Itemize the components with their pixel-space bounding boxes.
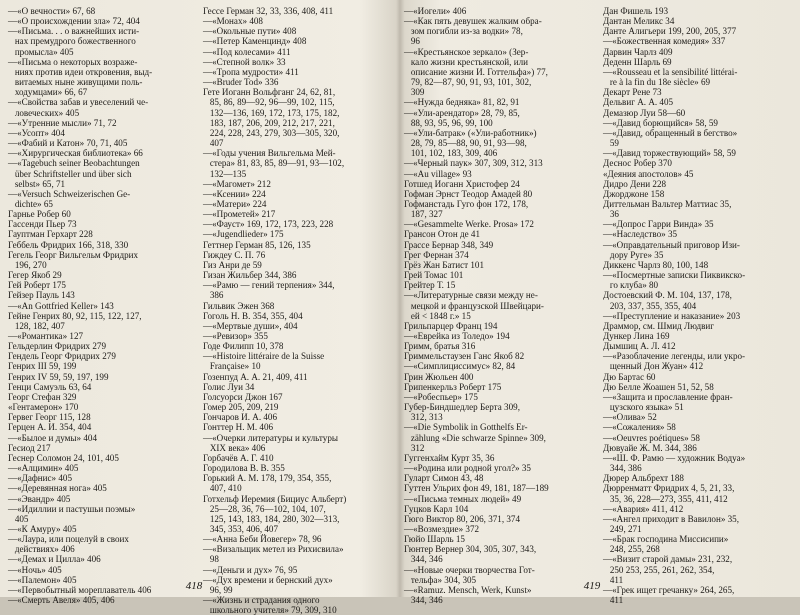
index-entry: зом погибли из-за водки» 78, bbox=[404, 26, 523, 37]
index-entry: Диккенс Чарлз 80, 100, 148 bbox=[603, 259, 709, 270]
index-entry: —«Давид борющийся» 58, 59 bbox=[603, 117, 718, 128]
index-entry: —«Die Symbolik in Gotthelfs Er- bbox=[404, 422, 528, 433]
index-entry: —«Эвандр» 405 bbox=[8, 493, 71, 504]
index-entry: 196, 270 bbox=[8, 259, 47, 270]
index-entry: Гоголь Н. В. 354, 355, 404 bbox=[203, 310, 303, 321]
index-entry: —«Тропа мудрости» 411 bbox=[203, 66, 299, 77]
index-entry: Дюрренматт Фридрих 4, 5, 21, 33, bbox=[603, 483, 735, 494]
index-entry: 35, 36, 228—273, 355, 411, 412 bbox=[603, 493, 728, 504]
index-entry: —«О вечности» 67, 68 bbox=[8, 6, 96, 16]
index-entry: —«Versuch Schweizerischen Ge- bbox=[8, 188, 131, 199]
index-entry: Губер-Биндшедлер Берта 309, bbox=[404, 402, 520, 413]
index-entry: Гримм, братья 316 bbox=[404, 341, 476, 352]
index-entry: щенный Дон Жуан» 412 bbox=[603, 361, 704, 372]
index-entry: —«Очерки литературы и культуры bbox=[203, 432, 338, 443]
index-entry: Джорджоне 158 bbox=[603, 188, 665, 199]
index-entry: —«Преступление и наказание» 203 bbox=[603, 310, 741, 321]
index-entry: Гервег Георг 115, 128 bbox=[8, 412, 91, 423]
index-entry: Геббель Фридрих 166, 318, 330 bbox=[8, 239, 129, 250]
index-entry: —«Ramuz. Mensch, Werk, Kunst» bbox=[404, 584, 532, 595]
index-entry: Дымшиц А. Л. 412 bbox=[603, 341, 676, 352]
index-entry: über Schriftsteller und über sich bbox=[8, 168, 132, 179]
page-number: 418 bbox=[185, 580, 203, 592]
index-entry: —«Под колесами» 411 bbox=[203, 46, 291, 57]
index-entry: —«Au village» 93 bbox=[404, 168, 472, 179]
index-entry: —«Возмездие» 372 bbox=[404, 523, 480, 534]
index-entry: Грей Томас 101 bbox=[404, 270, 464, 281]
index-entry: —«Tagebuch seiner Beobachtungen bbox=[8, 158, 140, 169]
index-entry: Грег Фернан 374 bbox=[404, 249, 469, 260]
index-entry: —«Rousseau et la sensibilité littérai- bbox=[603, 66, 738, 77]
index-entry: описание жизни И. Готтельфа») 77, bbox=[404, 66, 548, 77]
index-entry: zählung «Die schwarze Spinne» 309, bbox=[404, 432, 546, 443]
index-entry: —«Хирургическая библиотека» 66 bbox=[8, 148, 143, 159]
index-entry: Дан Фишель 193 bbox=[603, 6, 669, 16]
index-entry: 344, 346 bbox=[404, 554, 443, 565]
index-entry: —«Анна Беби Йовегер» 78, 96 bbox=[203, 534, 322, 545]
index-entry: —«О происхождении зла» 72, 404 bbox=[8, 16, 140, 27]
index-entry: Гуцков Карл 104 bbox=[404, 503, 469, 514]
index-entry: —«Ангел приходит в Вавилон» 35, bbox=[603, 513, 740, 524]
index-entry: Гельдерлин Фридрих 279 bbox=[8, 341, 107, 352]
index-entry: Гончаров И. А. 406 bbox=[203, 412, 278, 423]
index-entry: 203, 337, 355, 355, 404 bbox=[603, 300, 697, 311]
index-entry: —«Родина или родной угол?» 35 bbox=[404, 463, 531, 474]
index-entry: —«Идиллии и пастушьи поэмы» bbox=[8, 503, 136, 514]
index-entry: 312 bbox=[404, 442, 425, 453]
index-entry: —«Прометей» 217 bbox=[203, 209, 276, 220]
index-entry: —«Монах» 408 bbox=[203, 16, 263, 27]
index-entry: Достоевский Ф. М. 104, 137, 178, bbox=[603, 290, 732, 301]
index-entry: Голсуорси Джон 167 bbox=[203, 391, 283, 402]
right-page bbox=[404, 6, 796, 606]
index-entry: 98 bbox=[203, 554, 219, 565]
index-entry: Годе Филипп 10, 378 bbox=[203, 341, 284, 352]
index-entry: Гуларт Симон 43, 48 bbox=[404, 473, 484, 484]
index-entry: 28, 79, 85—88, 90, 91, 93—98, bbox=[404, 138, 527, 149]
index-entry: мецкой и французской Швейцари- bbox=[404, 300, 544, 311]
index-entry: Гесиод 217 bbox=[8, 442, 51, 453]
index-entry: ей < 1848 г.» 15 bbox=[404, 310, 471, 321]
index-entry: Грильпарцер Франц 194 bbox=[404, 320, 498, 331]
index-entry: дору Руге» 35 bbox=[603, 249, 664, 260]
index-entry: —«Ночь» 405 bbox=[8, 564, 62, 575]
index-entry: selbst» 65, 71 bbox=[8, 178, 66, 189]
index-entry: —«Годы учения Вильгельма Мей- bbox=[203, 148, 336, 159]
index-entry: —«Матери» 224 bbox=[203, 198, 267, 209]
index-entry: —«Еврейка из Толедо» 194 bbox=[404, 331, 510, 341]
index-entry: Гейзер Пауль 143 bbox=[8, 290, 75, 301]
index-entry: Грассе Бернар 348, 349 bbox=[404, 239, 494, 250]
index-entry: Данте Алигьери 199, 200, 205, 377 bbox=[603, 26, 737, 37]
index-entry: —«Утренние мысли» 71, 72 bbox=[8, 117, 117, 128]
index-entry: Гассенди Пьер 73 bbox=[8, 219, 77, 230]
index-entry: —«Защита и прославление фран- bbox=[603, 391, 733, 402]
index-entry: Дункер Лина 169 bbox=[603, 331, 670, 341]
index-entry: Гегель Георг Вильгельм Фридрих bbox=[8, 249, 139, 260]
index-entry: 96 bbox=[404, 36, 420, 47]
index-entry: Гильвик Эжен 368 bbox=[203, 300, 275, 311]
index-entry: Гомер 205, 209, 219 bbox=[203, 402, 279, 413]
index-entry: —«Палемон» 405 bbox=[8, 574, 77, 585]
index-entry: ходумцами» 66, 67 bbox=[8, 87, 88, 98]
index-entry: 101, 102, 183, 309, 406 bbox=[404, 148, 498, 159]
index-entry: —«Демах и Цилла» 406 bbox=[8, 554, 101, 565]
index-entry: —«Дух времени и бернский дух» bbox=[203, 574, 333, 585]
index-entry: Дю Бартас 60 bbox=[603, 371, 656, 382]
index-entry: —«Былое и думы» 404 bbox=[8, 432, 97, 443]
index-entry: 85, 86, 89—92, 96—99, 102, 115, bbox=[203, 97, 335, 108]
index-entry: Гессе Герман 32, 33, 336, 408, 411 bbox=[203, 6, 334, 16]
index-entry: цузского языка» 51 bbox=[603, 402, 684, 413]
index-entry: кало жизни крестьянской, или bbox=[404, 56, 528, 67]
index-entry: —«Ули-батрак» («Ули-работник») bbox=[404, 127, 537, 138]
index-entry: —«Божественная комедия» 337 bbox=[603, 36, 726, 47]
index-entry: Дюрер Альбрехт 188 bbox=[603, 473, 684, 484]
index-entry: 248, 255, 268 bbox=[603, 544, 660, 555]
index-entry: Геттнер Герман 85, 126, 135 bbox=[203, 239, 311, 250]
index-entry: 79, 82—87, 90, 91, 93, 101, 302, bbox=[404, 77, 532, 88]
index-entry: Готшед Иоганн Христофер 24 bbox=[404, 178, 520, 189]
index-entry: 344, 386 bbox=[603, 463, 642, 474]
index-entry: —«Oeuvres poétiques» 58 bbox=[603, 432, 700, 443]
index-entry: Герцен А. И. 354, 404 bbox=[8, 422, 92, 433]
index-entry: —«Крестьянское зеркало» (Зер- bbox=[404, 46, 529, 57]
index-entry: тельфа» 304, 305 bbox=[404, 574, 477, 585]
index-entry: школьного учителя» 79, 309, 310 bbox=[203, 605, 337, 615]
index-entry: Готхельф Иеремия (Бициус Альберт) bbox=[203, 493, 347, 504]
index-entry: «Гентамерон» 170 bbox=[8, 402, 79, 413]
index-entry: —«Ули-арендатор» 28, 79, 85, bbox=[404, 107, 520, 118]
index-entry: —«Свойства забав и увеселений че- bbox=[8, 97, 149, 108]
index-entry: 405 bbox=[8, 513, 29, 524]
index-entry: —«Литературные связи между не- bbox=[404, 290, 538, 301]
index-entry: —«Магомет» 212 bbox=[203, 178, 271, 189]
index-entry: Française» 10 bbox=[203, 361, 261, 372]
index-entry: —«Симплициссимус» 82, 84 bbox=[404, 361, 516, 372]
index-entry: —«Грек ищет гречанку» 264, 265, bbox=[603, 584, 735, 595]
index-entry: Гозенпуд А. А. 21, 409, 411 bbox=[203, 371, 308, 382]
index-entry: нах премудрого божественного bbox=[8, 36, 136, 47]
index-entry: Гиз Анри де 59 bbox=[203, 259, 262, 270]
index-entry: —«Первобытный мореплаватель 406 bbox=[8, 584, 152, 595]
index-entry: Генци Самуэль 63, 64 bbox=[8, 381, 92, 392]
index-entry: 36 bbox=[603, 209, 619, 220]
index-entry: —«Олива» 52 bbox=[603, 412, 657, 423]
index-entry: Гизан Жильбер 344, 386 bbox=[203, 270, 297, 281]
index-entry: XIX века» 406 bbox=[203, 442, 266, 453]
index-entry: 411 bbox=[603, 595, 624, 606]
index-entry: 59 bbox=[603, 138, 619, 149]
index-entry: —«Деньги и дух» 76, 95 bbox=[203, 564, 298, 575]
index-entry: —«Как пять девушек жалким обра- bbox=[404, 16, 542, 27]
index-entry: Георг Стефан 329 bbox=[8, 391, 77, 402]
index-entry: —«Рамю — гений терпения» 344, bbox=[203, 280, 335, 291]
index-entry: —«Визальщик метел из Рихисвила» bbox=[203, 544, 344, 555]
index-entry: —«Иогели» 406 bbox=[404, 6, 467, 16]
index-entry: 249, 271 bbox=[603, 523, 642, 534]
index-entry: 125, 143, 183, 184, 280, 302—313, bbox=[203, 513, 340, 524]
left-page bbox=[8, 6, 392, 615]
index-entry: —«Письма. . . о важнейших исти- bbox=[8, 26, 140, 37]
index-entry: —«Gesammelte Werke. Prosa» 172 bbox=[404, 219, 534, 230]
index-entry: Деснос Робер 370 bbox=[603, 158, 672, 169]
index-entry: Геснер Соломон 24, 101, 405 bbox=[8, 452, 119, 463]
index-entry: —«Мертвые души», 404 bbox=[203, 320, 298, 331]
index-entry: Грёз Жан Батист 101 bbox=[404, 259, 485, 270]
index-entry: ниях против идеи откровения, выд- bbox=[8, 66, 153, 77]
index-entry: го клуба» 80 bbox=[603, 280, 659, 291]
index-entry: 183, 187, 206, 209, 212, 217, 221, bbox=[203, 117, 335, 128]
index-entry: —«Давид, обращенный в бегство» bbox=[603, 127, 738, 138]
index-entry: —«Фауст» 169, 172, 173, 223, 228 bbox=[203, 219, 334, 230]
index-entry: 344, 346 bbox=[404, 595, 443, 606]
index-entry: Грипенкерльз Роберт 175 bbox=[404, 381, 502, 392]
index-entry: Гюго Виктор 80, 206, 371, 374 bbox=[404, 513, 521, 524]
index-entry: Горбачёв А. Г. 410 bbox=[203, 452, 274, 463]
index-entry: Гете Иоганн Вольфганг 24, 62, 81, bbox=[203, 87, 336, 98]
index-entry: Гейне Генрих 80, 92, 115, 122, 127, bbox=[8, 310, 142, 321]
index-entry: стера» 81, 83, 85, 89—91, 93—102, bbox=[203, 158, 345, 169]
index-entry: Дидро Дени 228 bbox=[603, 178, 667, 189]
index-entry: Гауптман Герхарт 228 bbox=[8, 229, 93, 240]
index-entry: 386 bbox=[203, 290, 224, 301]
index-entry: dichte» 65 bbox=[8, 198, 53, 209]
index-entry: действиях» 406 bbox=[8, 544, 75, 555]
index-entry: —«Авария» 411, 412 bbox=[603, 503, 684, 514]
index-entry: —«Письма темных людей» 49 bbox=[404, 493, 522, 504]
index-entry: 411 bbox=[603, 574, 624, 585]
index-entry: Дельвиг А. А. 405 bbox=[603, 97, 674, 108]
index-entry: —«Лаура, или поцелуй в своих bbox=[8, 534, 129, 545]
index-entry: Диттельман Вальтер Маттиас 35, bbox=[603, 198, 732, 209]
index-entry: Дювуайе Ж. М. 344, 386 bbox=[603, 442, 697, 453]
index-entry: —«Посмертные записки Пиквикско- bbox=[603, 270, 746, 281]
index-entry: 345, 353, 406, 407 bbox=[203, 523, 279, 534]
index-entry: —«Наследство» 35 bbox=[603, 229, 678, 240]
index-entry: 132—136, 169, 172, 173, 175, 182, bbox=[203, 107, 340, 118]
index-entry: —«Нужда бедняка» 81, 82, 91 bbox=[404, 97, 520, 108]
index-entry: —«Окольные пути» 408 bbox=[203, 26, 297, 37]
index-entry: —«Степной волк» 33 bbox=[203, 56, 286, 67]
index-entry: Генрих III 59, 199 bbox=[8, 361, 77, 372]
index-entry: Дарвин Чарлз 409 bbox=[603, 46, 673, 57]
index-entry: Деденн Шарль 69 bbox=[603, 56, 672, 67]
index-entry: 25—28, 36, 76—102, 104, 107, bbox=[203, 503, 326, 514]
index-entry: —«Разоблачение легенды, или укро- bbox=[603, 351, 746, 362]
index-entry: Гофман Эрнст Теодор Амадей 80 bbox=[404, 188, 533, 199]
index-entry: —«Bruder Tod» 336 bbox=[203, 77, 279, 88]
index-entry: Дю Белле Жоашен 51, 52, 58 bbox=[603, 381, 714, 392]
index-entry: 88, 93, 95, 96, 99, 100 bbox=[404, 117, 493, 128]
index-entry: —«Ш. Ф. Рамю — художник Водуа» bbox=[603, 452, 746, 463]
index-entry: Генрих IV 59, 59, 197, 199 bbox=[8, 371, 109, 382]
index-entry: Голис Луи 34 bbox=[203, 381, 255, 392]
index-entry: 250 253, 255, 261, 262, 354, bbox=[603, 564, 715, 575]
index-entry: витаемых ныне живущими поль- bbox=[8, 77, 143, 88]
index-entry: 96, 99 bbox=[203, 584, 233, 595]
index-entry: —«Смерть Авеля» 405, 406 bbox=[8, 595, 115, 606]
index-entry: Гегер Якоб 29 bbox=[8, 270, 62, 281]
index-entry: —«An Gottfried Keller» 143 bbox=[8, 300, 114, 311]
index-entry: Гонттер Н. М. 406 bbox=[203, 422, 274, 433]
index-entry: 128, 182, 407 bbox=[8, 320, 65, 331]
index-entry: re à la fin du 18e siècle» 69 bbox=[603, 77, 711, 88]
index-entry: —«Визит старой дамы» 231, 232, bbox=[603, 554, 733, 565]
index-entry: —«Робеспьер» 175 bbox=[404, 391, 478, 402]
index-entry: —«Допрос Гарри Винда» 35 bbox=[603, 219, 714, 230]
index-entry: Грин Жюльен 400 bbox=[404, 371, 474, 382]
index-entry: —«Романтика» 127 bbox=[8, 331, 84, 341]
index-entry: Городилова В. В. 355 bbox=[203, 463, 285, 474]
index-entry: —«Оправдательный приговор Изи- bbox=[603, 239, 740, 250]
index-entry: 187, 327 bbox=[404, 209, 443, 220]
index-entry: Дантан Меликс 34 bbox=[603, 16, 675, 27]
index-entry: Грейтер Т. 15 bbox=[404, 280, 456, 291]
index-entry: Гофманстадь Гуго фон 172, 178, bbox=[404, 198, 529, 209]
index-entry: —«Фабий и Катон» 70, 71, 405 bbox=[8, 138, 128, 149]
index-entry: 309 bbox=[404, 87, 425, 98]
index-column-left-2 bbox=[203, 6, 392, 615]
index-entry: —«Сожаления» 58 bbox=[603, 422, 676, 433]
index-entry: Демазюр Луи 58—60 bbox=[603, 107, 686, 118]
index-entry: Гуттен Ульрих фон 49, 181, 187—189 bbox=[404, 483, 549, 494]
index-entry: 132—135 bbox=[203, 168, 247, 179]
index-entry: 407 bbox=[203, 138, 224, 149]
index-entry: —«К Амуру» 405 bbox=[8, 523, 77, 534]
index-entry: —«Давид торжествующий» 58, 59 bbox=[603, 148, 736, 159]
index-entry: Грансон Отон де 41 bbox=[404, 229, 480, 240]
index-entry: —«Histoire littéraire de la Suisse bbox=[203, 351, 325, 362]
index-entry: —«Брак господина Миссисипи» bbox=[603, 534, 729, 545]
index-entry: —«Ксении» 224 bbox=[203, 188, 266, 199]
index-entry: 407, 410 bbox=[203, 483, 242, 494]
index-entry: Гуггенхайм Курт 35, 36 bbox=[404, 452, 495, 463]
index-entry: —«Алцимин» 405 bbox=[8, 463, 79, 474]
index-entry: Декарт Рене 73 bbox=[603, 87, 662, 98]
index-entry: Гендель Георг Фридрих 279 bbox=[8, 351, 116, 362]
index-entry: Горький А. М. 178, 179, 354, 355, bbox=[203, 473, 332, 484]
index-entry: Гюнтер Вернер 304, 305, 307, 343, bbox=[404, 544, 537, 555]
index-entry: Гей Роберт 175 bbox=[8, 280, 66, 291]
index-entry: промысла» 405 bbox=[8, 46, 74, 57]
index-entry: —«Ревизор» 355 bbox=[203, 331, 268, 341]
index-entry: —«Жизнь и страдания одного bbox=[203, 595, 320, 606]
index-entry: Гиждеу С. П. 76 bbox=[203, 249, 266, 260]
index-entry: —«Jugendlieder» 175 bbox=[203, 229, 284, 240]
index-entry: —«Деревянная нога» 405 bbox=[8, 483, 107, 494]
index-entry: —«Петер Каменцинд» 408 bbox=[203, 36, 307, 47]
index-entry: Гюйо Шарль 15 bbox=[404, 534, 465, 545]
index-entry: 312, 313 bbox=[404, 412, 443, 423]
index-entry: Гарнье Робер 60 bbox=[8, 209, 71, 220]
index-entry: —«Письма о некоторых возраже- bbox=[8, 56, 138, 67]
index-entry: 224, 228, 243, 279, 303—305, 320, bbox=[203, 127, 340, 138]
index-column-right-2 bbox=[603, 6, 796, 606]
index-entry: —«Черный паук» 307, 309, 312, 313 bbox=[404, 158, 543, 169]
index-entry: —«Новые очерки творчества Гот- bbox=[404, 564, 535, 575]
index-entry: Драммор, см. Шмид Людвиг bbox=[603, 320, 714, 331]
index-entry: ловеческих» 405 bbox=[8, 107, 80, 118]
index-entry: —«Дафнис» 405 bbox=[8, 473, 73, 484]
index-entry: «Деяния апостолов» 45 bbox=[603, 168, 694, 179]
index-entry: —«Усопт» 404 bbox=[8, 127, 65, 138]
index-entry: Гриммельстаузен Ганс Якоб 82 bbox=[404, 351, 525, 362]
page-number: 419 bbox=[583, 580, 601, 592]
